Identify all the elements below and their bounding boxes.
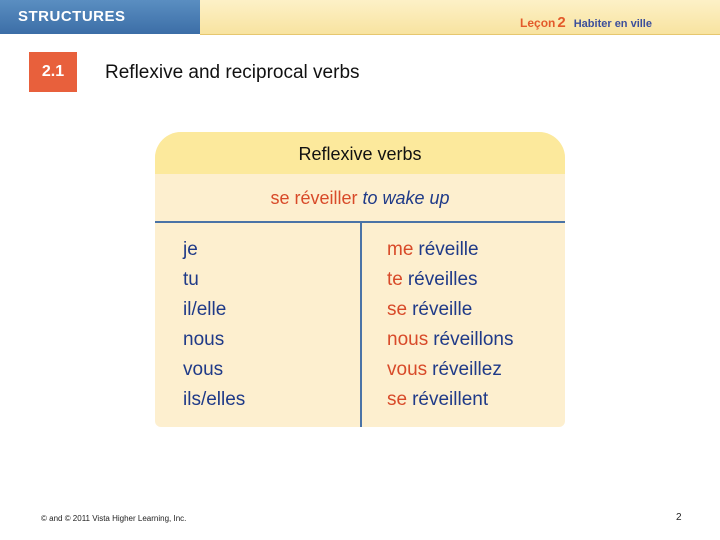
subject-pronoun: nous xyxy=(183,329,225,350)
lesson-word: Leçon xyxy=(520,16,556,30)
subject-pronoun: tu xyxy=(183,269,199,290)
conjugated-form xyxy=(387,265,513,295)
verb-form: réveille xyxy=(412,299,473,320)
copyright-notice: © and © 2011 Vista Higher Learning, Inc. xyxy=(41,514,187,523)
conjugated-form xyxy=(387,325,513,355)
subject-pronoun: ils/elles xyxy=(183,389,246,410)
top-banner xyxy=(0,0,720,34)
conjugation-table xyxy=(155,132,565,427)
lesson-number: 2 xyxy=(557,14,566,31)
reflexive-pronoun: te xyxy=(387,269,403,290)
reflexive-pronoun: vous xyxy=(387,359,428,380)
section-label: STRUCTURES xyxy=(18,8,126,25)
verb-form: réveillent xyxy=(412,389,489,410)
reflexive-pronoun: se xyxy=(387,299,408,320)
conjugation-column xyxy=(387,235,513,415)
verb-form: réveille xyxy=(418,239,479,260)
reflexive-pronoun: nous xyxy=(387,329,429,350)
section-title: Reflexive and reciprocal verbs xyxy=(105,62,360,83)
section-banner xyxy=(0,0,200,34)
pronoun-column xyxy=(183,235,245,415)
reflexive-pronoun: se xyxy=(387,389,408,410)
page-number: 2 xyxy=(676,512,682,523)
subject-pronoun: vous xyxy=(183,359,224,380)
table-heading: Reflexive verbs xyxy=(155,132,565,174)
lesson-title: Habiter en ville xyxy=(573,18,652,30)
conjugated-form xyxy=(387,295,513,325)
conjugated-form xyxy=(387,355,513,385)
section-number-badge: 2.1 xyxy=(29,52,77,92)
verb-form: réveillons xyxy=(433,329,514,350)
verb-header xyxy=(155,174,565,223)
reflexive-pronoun: me xyxy=(387,239,414,260)
lesson-banner xyxy=(200,0,720,35)
subject-pronoun: je xyxy=(183,239,198,260)
verb-form: réveilles xyxy=(407,269,478,290)
lesson-indicator xyxy=(520,14,652,31)
conjugated-form xyxy=(387,385,513,415)
verb-form: réveillez xyxy=(432,359,502,380)
column-divider xyxy=(360,223,362,427)
infinitive-verb: se réveiller xyxy=(270,188,358,208)
subject-pronoun: il/elle xyxy=(183,299,227,320)
conjugated-form xyxy=(387,235,513,265)
verb-gloss: to wake up xyxy=(362,188,450,208)
